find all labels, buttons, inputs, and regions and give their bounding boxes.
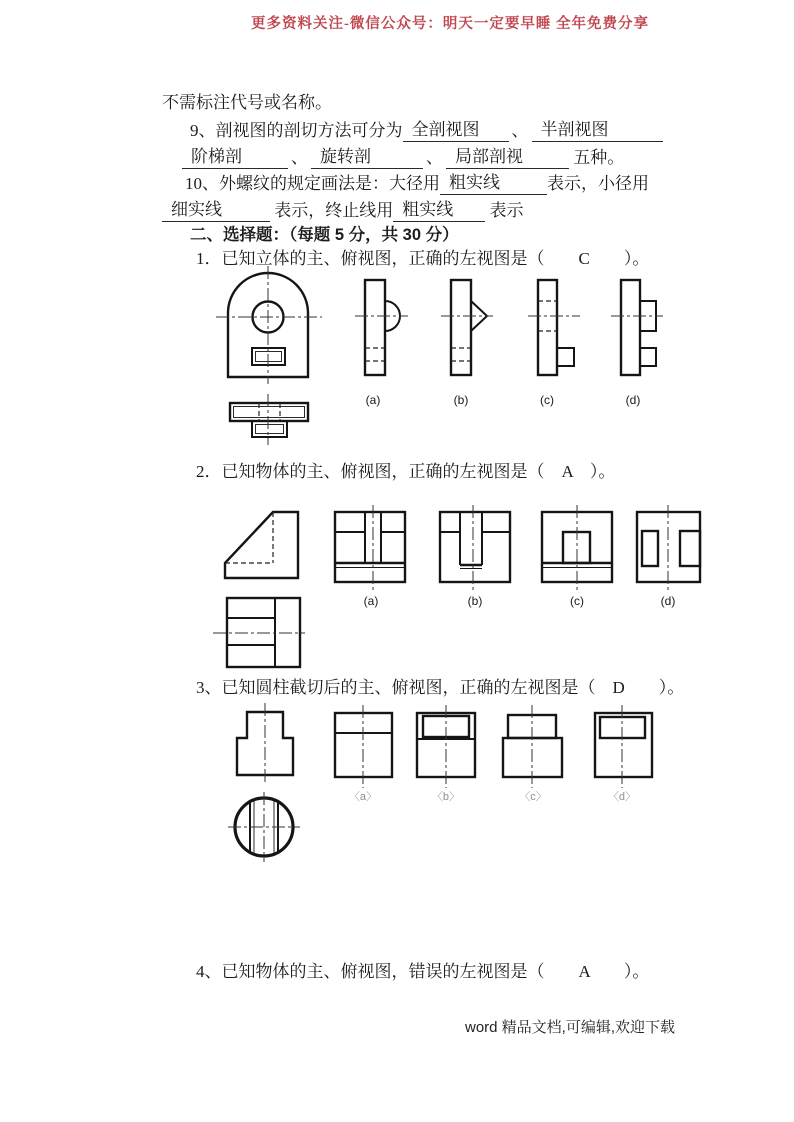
q2-option-c [542,505,612,608]
q10-line-2 [162,199,524,222]
q9-answer-2: 半剖视图 [532,119,663,142]
q3-option-c [503,705,562,803]
q3-option-c-label: 〈c〉 [519,791,547,803]
q10-answer-1: 粗实线 [440,172,547,195]
q1-front-view [216,266,322,384]
q9-answer-5: 局部剖视 [446,146,569,169]
q1-option-b [441,280,493,407]
q9-tail: 五种。 [573,148,625,167]
q1-option-a [355,280,408,407]
q10-lead: 10、外螺纹的规定画法是：大径用 [185,174,440,193]
q10-mid-1: 表示，小径用 [547,174,649,193]
q2-option-a [335,505,405,608]
question-3-text: 3、已知圆柱截切后的主、俯视图，正确的左视图是（ D ）。 [196,678,685,697]
q1-option-b-label: (b) [453,393,469,407]
q9-separator-2: 、 [291,148,308,167]
q1-option-c-label: (c) [540,393,554,407]
promo-banner: 更多资料关注-微信公众号：明天一定要早睡 全年免费分享 [251,16,649,32]
q1-option-d [611,280,663,407]
q9-answer-4: 旋转剖 [311,146,423,169]
q3-top-view [228,792,300,862]
fill-line-intro: 不需标注代号或名称。 [162,93,332,112]
q9-line-1 [190,119,663,142]
q9-answer-1: 全剖视图 [403,119,509,142]
footer-note: word 精品文档,可编辑,欢迎下载 [465,1019,676,1036]
q3-option-b-label: 〈b〉 [431,791,461,803]
q10-tail: 表示 [489,201,524,220]
q2-option-c-label: (c) [570,594,584,608]
q2-option-a-label: (a) [363,594,379,608]
q3-option-a-label: 〈a〉 [348,791,378,803]
section-2-heading: 二、选择题：（每题 5 分，共 30 分） [190,226,459,244]
q10-mid-2: 表示，终止线用 [274,201,394,220]
question-1-text: 1．已知立体的主、俯视图，正确的左视图是（ C ）。 [196,249,650,268]
q2-option-d [637,505,700,608]
figure-q2 [210,495,705,670]
q10-answer-2: 细实线 [162,199,270,222]
q10-answer-3: 粗实线 [393,199,485,222]
question-4-text: 4、已知物体的主、俯视图，错误的左视图是（ A ）。 [196,962,650,981]
q2-option-b [440,505,510,608]
q1-option-c [528,280,580,407]
q1-top-view [230,394,308,445]
q1-option-d-label: (d) [625,393,641,407]
q10-line-1 [185,172,649,195]
q3-front-view [237,703,293,783]
q2-option-b-label: (b) [467,594,483,608]
q9-separator-3: 、 [426,148,443,167]
q3-option-a [335,705,392,803]
q9-line-2 [182,146,624,169]
q2-top-view [213,598,305,667]
q3-option-d [595,705,652,803]
question-2-text: 2．已知物体的主、俯视图，正确的左视图是（ A ）。 [196,462,616,481]
q3-option-d-label: 〈d〉 [607,791,637,803]
figure-q1 [210,262,680,457]
q2-front-view [225,512,298,578]
q1-option-a-label: (a) [365,393,381,407]
q2-option-d-label: (d) [660,594,676,608]
figure-q3 [210,698,670,888]
q9-separator-1: 、 [511,121,529,140]
q9-answer-3: 阶梯剖 [182,146,288,169]
q9-lead: 9、剖视图的剖切方法可分为 [190,121,403,140]
q3-option-b [417,705,475,803]
